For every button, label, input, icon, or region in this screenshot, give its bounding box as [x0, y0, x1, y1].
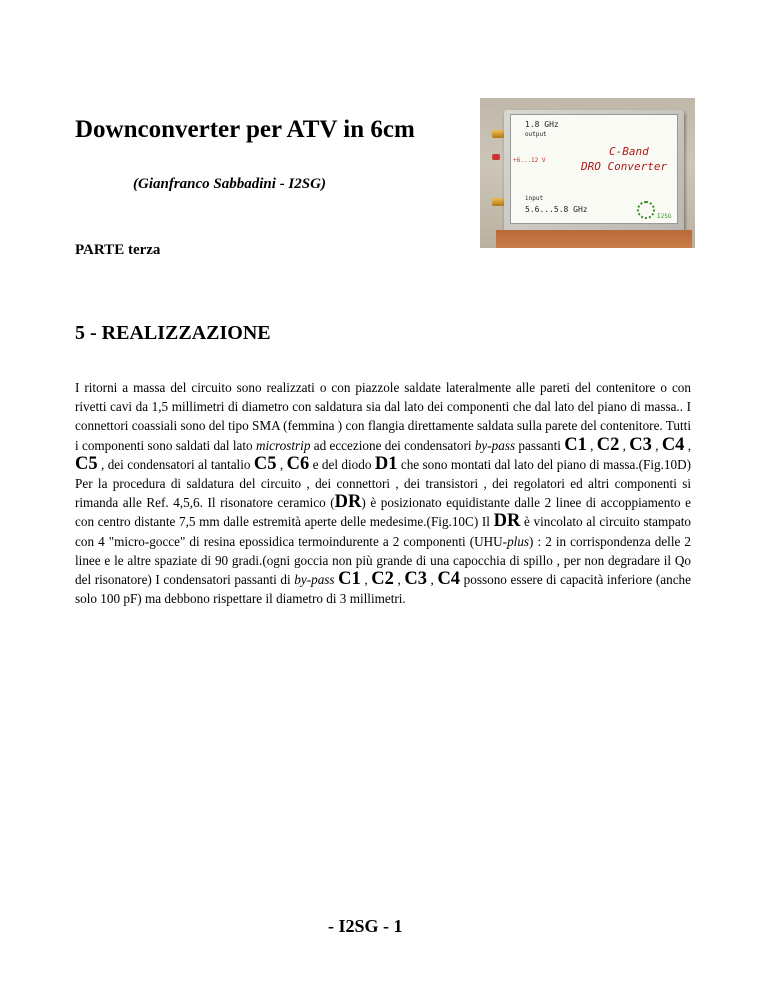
converter-base	[496, 230, 692, 248]
output-text: output	[525, 131, 547, 138]
input-text: input	[525, 195, 544, 202]
component-c4: C4	[661, 434, 685, 455]
component-c2: C2	[371, 569, 394, 590]
sma-connector-output	[492, 130, 504, 138]
page-footer: - I2SG - 1	[328, 916, 403, 936]
document-title: Downconverter per ATV in 6cm	[75, 116, 415, 143]
output-frequency: 1.8 GHz	[525, 120, 559, 129]
component-c6: C6	[286, 453, 310, 474]
voltage-text: +6...12 V	[513, 157, 546, 164]
converter-label	[510, 114, 678, 224]
component-d1: D1	[374, 453, 398, 474]
part-label: PARTE terza	[75, 242, 161, 258]
converter-photo	[480, 98, 695, 248]
sma-connector-input	[492, 198, 504, 206]
input-frequency: 5.6...5.8 GHz	[525, 205, 588, 214]
power-connector	[492, 154, 500, 160]
component-c3: C3	[629, 434, 652, 455]
author-line: (Gianfranco Sabbadini - I2SG)	[133, 176, 326, 192]
component-dr: DR	[334, 492, 362, 513]
component-c2: C2	[596, 434, 620, 455]
callsign-text: I2SG	[657, 213, 672, 220]
component-dr: DR	[493, 511, 521, 532]
dro-converter-text: DRO Converter	[581, 160, 668, 173]
component-c3: C3	[404, 569, 427, 590]
cband-text: C-Band	[609, 145, 649, 158]
component-c5: C5	[253, 453, 277, 474]
body-paragraph: I ritorni a massa del circuito sono realizzati o con piazzole saldate lateralmente alle pareti del contenitore o con rivetti cavi da 1,5 millimetri di diametro con saldatura sia dal lato dei componenti che dal lato del piano di massa.. I connettori coassiali sono del tipo SMA (femmina ) con flangia direttamente saldata sulla parete del contenitore. Tutti i componenti sono saldati dal lato microstrip ad eccezione dei condensatori by-pass passanti C1 , C2 , C3 , C4 , C5 , dei condensatori al tantalio C5 , C6 e del diodo D1 che sono montati dal lato del piano di massa.(Fig.10D) Per la procedura di saldatura del circuito , dei connettori , dei transistori , dei regolatori ed altri componenti si rimanda alle Ref. 4,5,6. Il risonatore ceramico (DR) è posizionato equidistante dalle 2 linee di accoppiamento e con centro distante 7,5 mm dalle estremità aperte delle medesime.(Fig.10C) Il DR è vincolato al circuito stampato con 4 "micro-gocce" di resina epossidica termoindurente a 2 componenti (UHU-plus) : 2 in corrispondenza delle 2 linee e le altre spaziate di 90 gradi.(ogni goccia non più grande di una capocchia di spillo , per non degradare il Qo del risonatore) I condensatori passanti di by-pass C1 , C2 , C3 , C4 possono essere di capacità inferiore (anche solo 100 pF) ma debbono rispettare il diametro di 3 millimetri.	[75, 380, 692, 607]
section-heading: 5 - REALIZZAZIONE	[75, 322, 271, 344]
component-c1: C1	[338, 569, 361, 590]
component-c4: C4	[437, 569, 461, 590]
logo-icon	[637, 201, 655, 219]
component-c1: C1	[564, 434, 587, 455]
component-c5: C5	[75, 453, 98, 474]
